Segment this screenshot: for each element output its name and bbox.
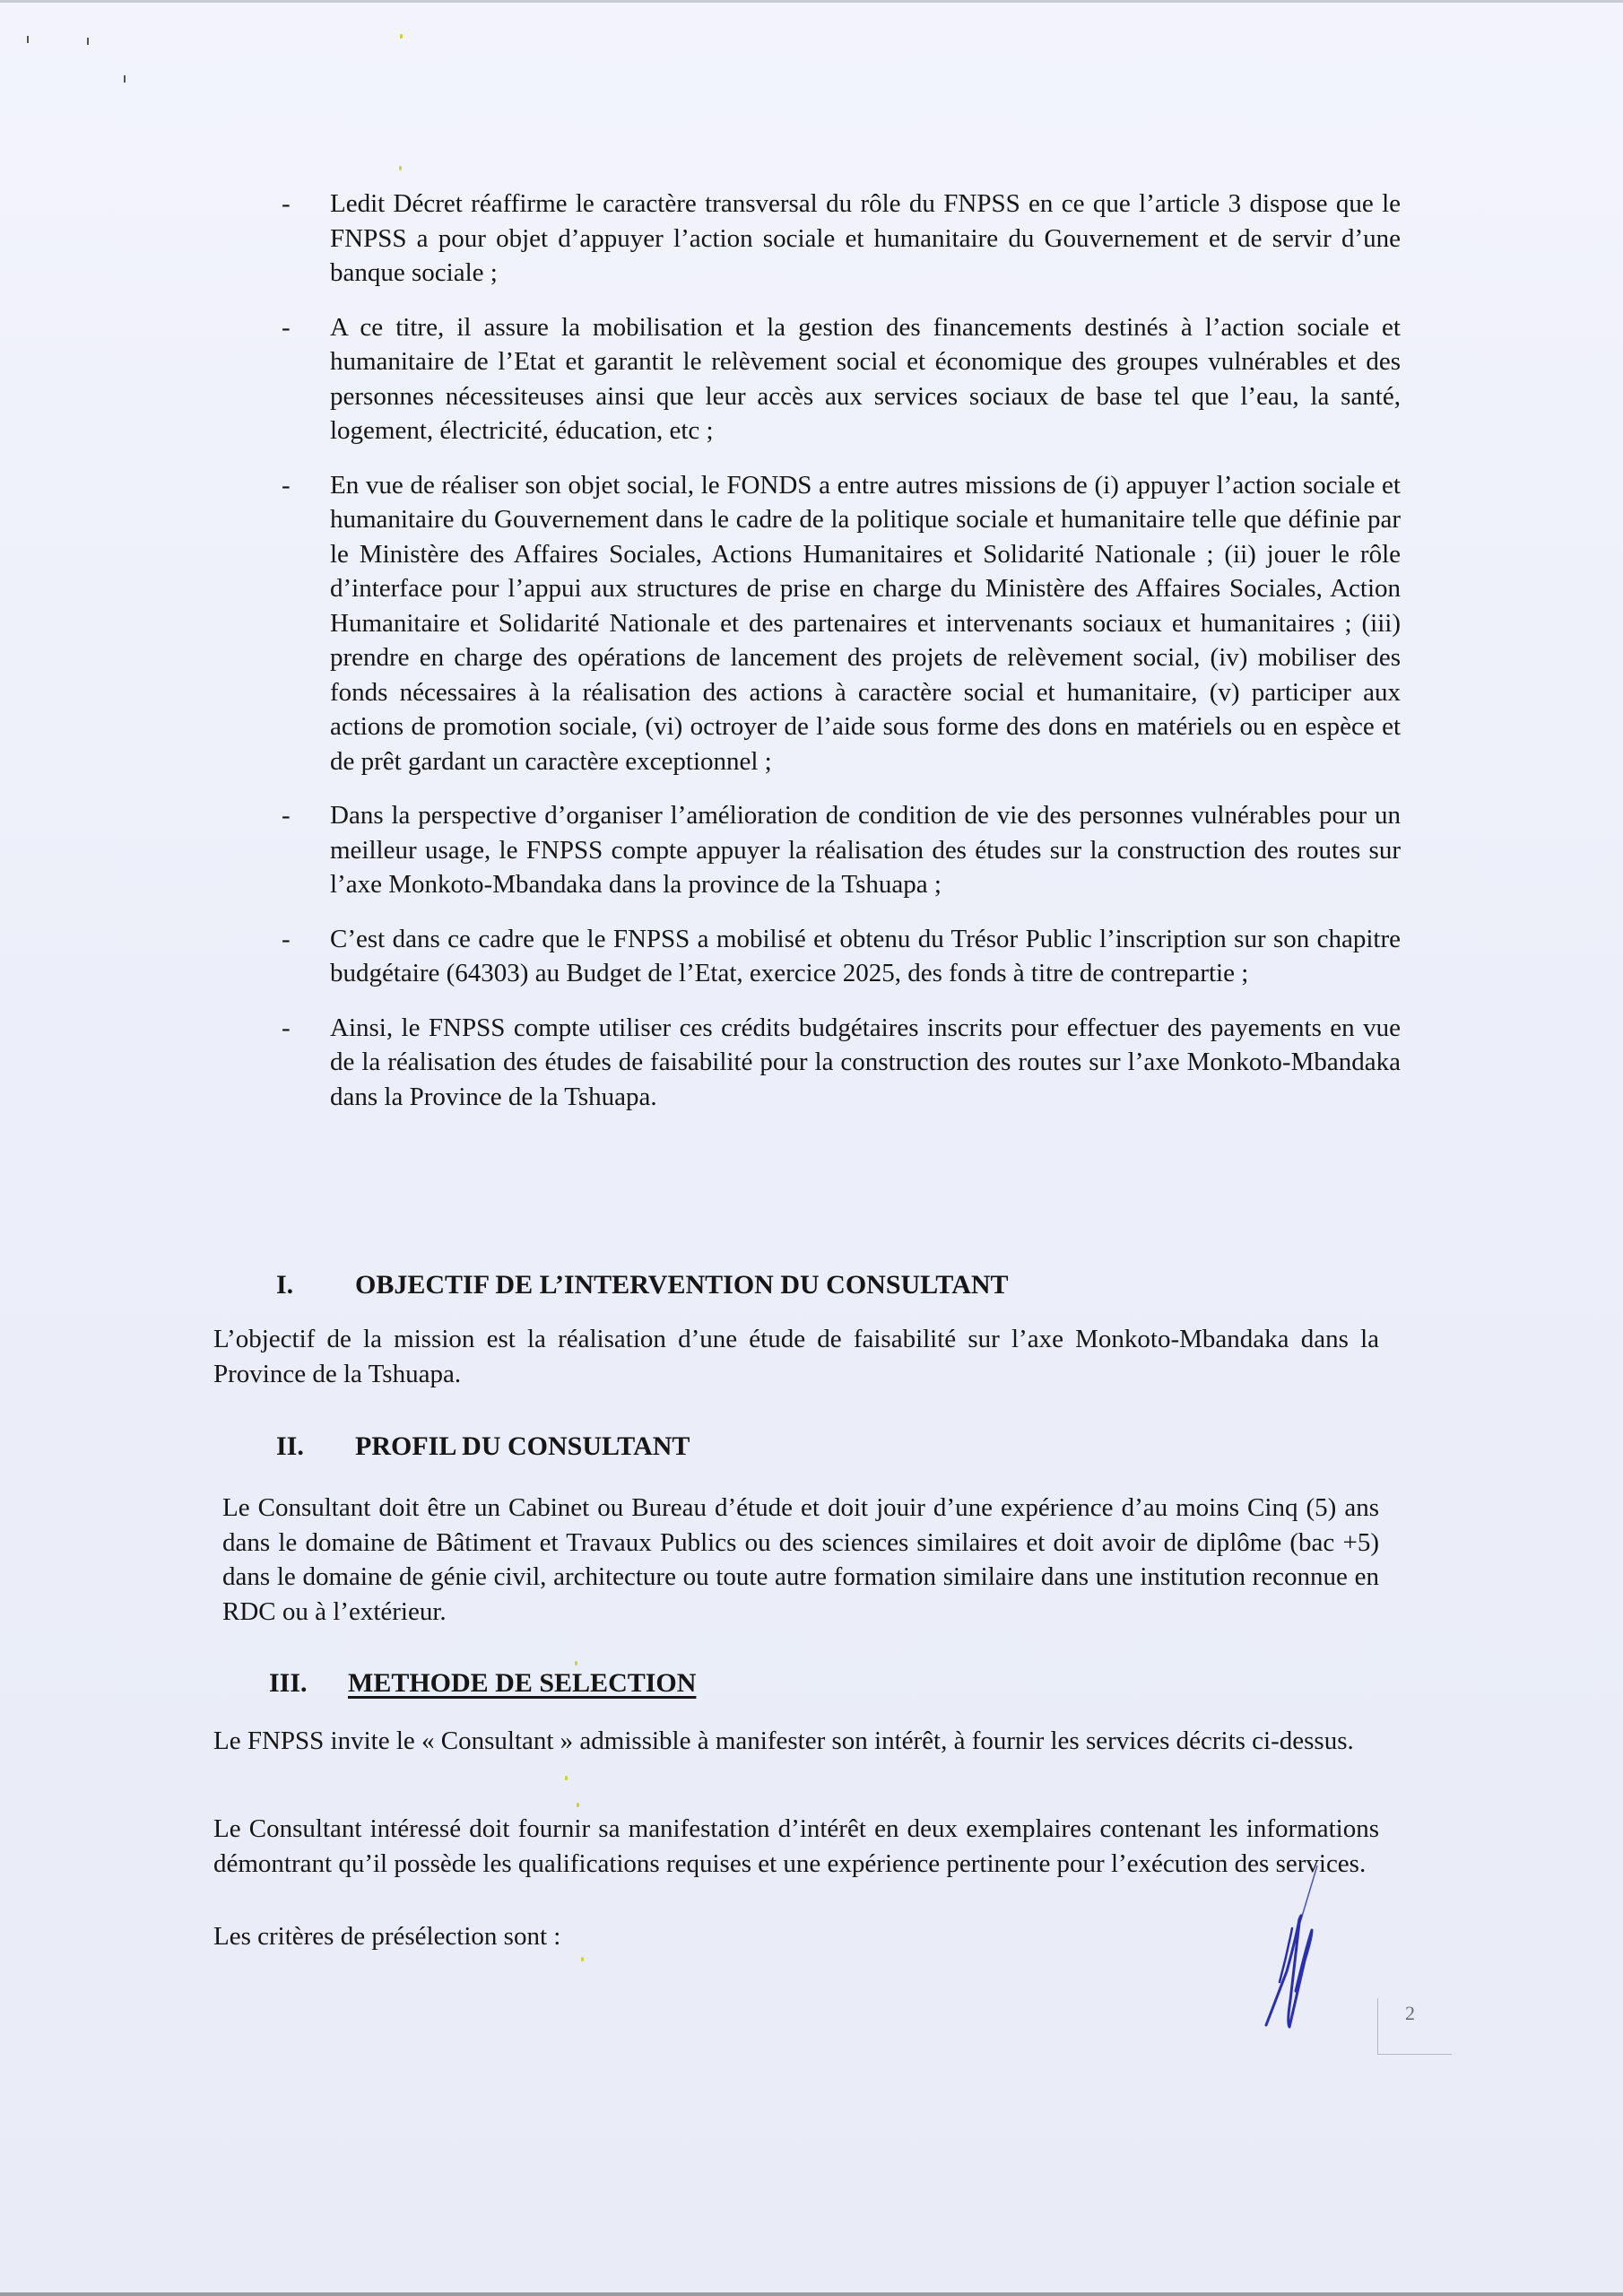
bullet-list <box>269 187 1401 1134</box>
bullet-dash: - <box>282 801 291 830</box>
bullet-item <box>269 468 1401 779</box>
scan-mark <box>27 36 29 43</box>
toner-speck <box>400 34 403 39</box>
toner-speck <box>577 1803 579 1807</box>
scan-mark <box>124 75 126 83</box>
bullet-item <box>269 798 1401 902</box>
section-number: III. <box>269 1668 308 1698</box>
toner-speck <box>575 1661 577 1665</box>
section-paragraph: Le Consultant intéressé doit fournir sa manifestation d’intérêt en deux exemplaires contenant les informations démontrant qu’il possède les qualifications requises et une expérience pertinente pour l’exécution des services. <box>213 1814 1379 1878</box>
toner-speck <box>399 166 402 170</box>
section-number: I. <box>276 1270 294 1300</box>
bullet-text: Ainsi, le FNPSS compte utiliser ces crédits budgétaires inscrits pour effectuer des payements en vue de la réalisation des études de faisabilité pour la construction des routes sur l’axe Monkoto-Mbandaka dans la Province de la Tshuapa. <box>330 1013 1401 1111</box>
bullet-text: A ce titre, il assure la mobilisation et la gestion des financements destinés à l’action sociale et humanitaire de l’Etat et garantit le relèvement social et économique des groupes vulnérables et des personnes nécessiteuses ainsi que leur accès aux services sociaux de base tel que l’eau, la santé, logement, électricité, éducation, etc ; <box>330 312 1401 445</box>
section-paragraph: L’objectif de la mission est la réalisation d’une étude de faisabilité sur l’axe Monkoto-Mbandaka dans la Province de la Tshuapa. <box>213 1325 1379 1388</box>
bullet-text: C’est dans ce cadre que le FNPSS a mobilisé et obtenu du Trésor Public l’inscription sur son chapitre budgétaire (64303) au Budget de l’Etat, exercice 2025, des fonds à titre de contrepartie ; <box>330 924 1401 987</box>
bullet-dash: - <box>282 189 291 218</box>
scan-mark <box>87 38 89 45</box>
bullet-item <box>269 187 1401 291</box>
bullet-dash: - <box>282 312 291 342</box>
section-paragraph: Le Consultant doit être un Cabinet ou Bureau d’étude et doit jouir d’une expérience d’au moins Cinq (5) ans dans le domaine de Bâtiment et Travaux Publics ou des sciences similaires et doit avoir de diplôme (bac +5) dans le domaine de génie civil, architecture ou toute autre formation similaire dans une institution reconnue en RDC ou à l’extérieur. <box>222 1493 1379 1626</box>
bullet-dash: - <box>282 470 291 500</box>
bullet-text: Ledit Décret réaffirme le caractère transversal du rôle du FNPSS en ce que l’article 3 dispose que le FNPSS a pour objet d’appuyer l’action sociale et humanitaire du Gouvernement et de servir d’une banque sociale ; <box>330 189 1401 287</box>
bullet-item <box>269 922 1401 991</box>
page-number: 2 <box>1405 2002 1415 2024</box>
section-paragraph: Le FNPSS invite le « Consultant » admissible à manifester son intérêt, à fournir les services décrits ci-dessus. <box>213 1726 1354 1755</box>
section-title: METHODE DE SELECTION <box>348 1668 697 1698</box>
signature-initials <box>1260 1866 1332 2045</box>
section-title: OBJECTIF DE L’INTERVENTION DU CONSULTANT <box>355 1270 1009 1300</box>
bullet-item <box>269 1011 1401 1115</box>
bullet-text: Dans la perspective d’organiser l’amélioration de condition de vie des personnes vulnérables pour un meilleur usage, le FNPSS compte appuyer la réalisation des études sur la construction des routes sur l’axe Monkoto-Mbandaka dans la province de la Tshuapa ; <box>330 801 1401 899</box>
bullet-text: En vue de réaliser son objet social, le FONDS a entre autres missions de (i) appuyer l’action sociale et humanitaire du Gouvernement dans le cadre de la politique sociale et humanitaire telle que définie par le Ministère des Affaires Sociales, Actions Humanitaires et Solidarité Nationale ; (ii) jouer le rôle d’interface pour l’appui aux structures de prise en charge du Ministère des Affaires Sociales, Action Humanitaire et Solidarité Nationale et des partenaires et intervenants sociaux et humanitaires ; (iii) prendre en charge des opérations de lancement des projets de relèvement social, (iv) mobiliser des fonds nécessaires à la réalisation des actions à caractère social et humanitaire, (v) participer aux actions de promotion sociale, (vi) octroyer de l’aide sous forme des dons en matériels ou en espèce et de prêt gardant un caractère exceptionnel ; <box>330 470 1401 776</box>
bullet-item <box>269 310 1401 448</box>
section-title: PROFIL DU CONSULTANT <box>355 1431 690 1461</box>
toner-speck <box>581 1957 584 1961</box>
scan-top-edge <box>0 0 1623 3</box>
section-number: II. <box>276 1431 304 1461</box>
bullet-dash: - <box>282 1013 291 1042</box>
bullet-dash: - <box>282 924 291 953</box>
section-paragraph: Les critères de présélection sont : <box>213 1922 561 1951</box>
scan-bottom-edge <box>0 2292 1623 2296</box>
toner-speck <box>565 1776 568 1780</box>
